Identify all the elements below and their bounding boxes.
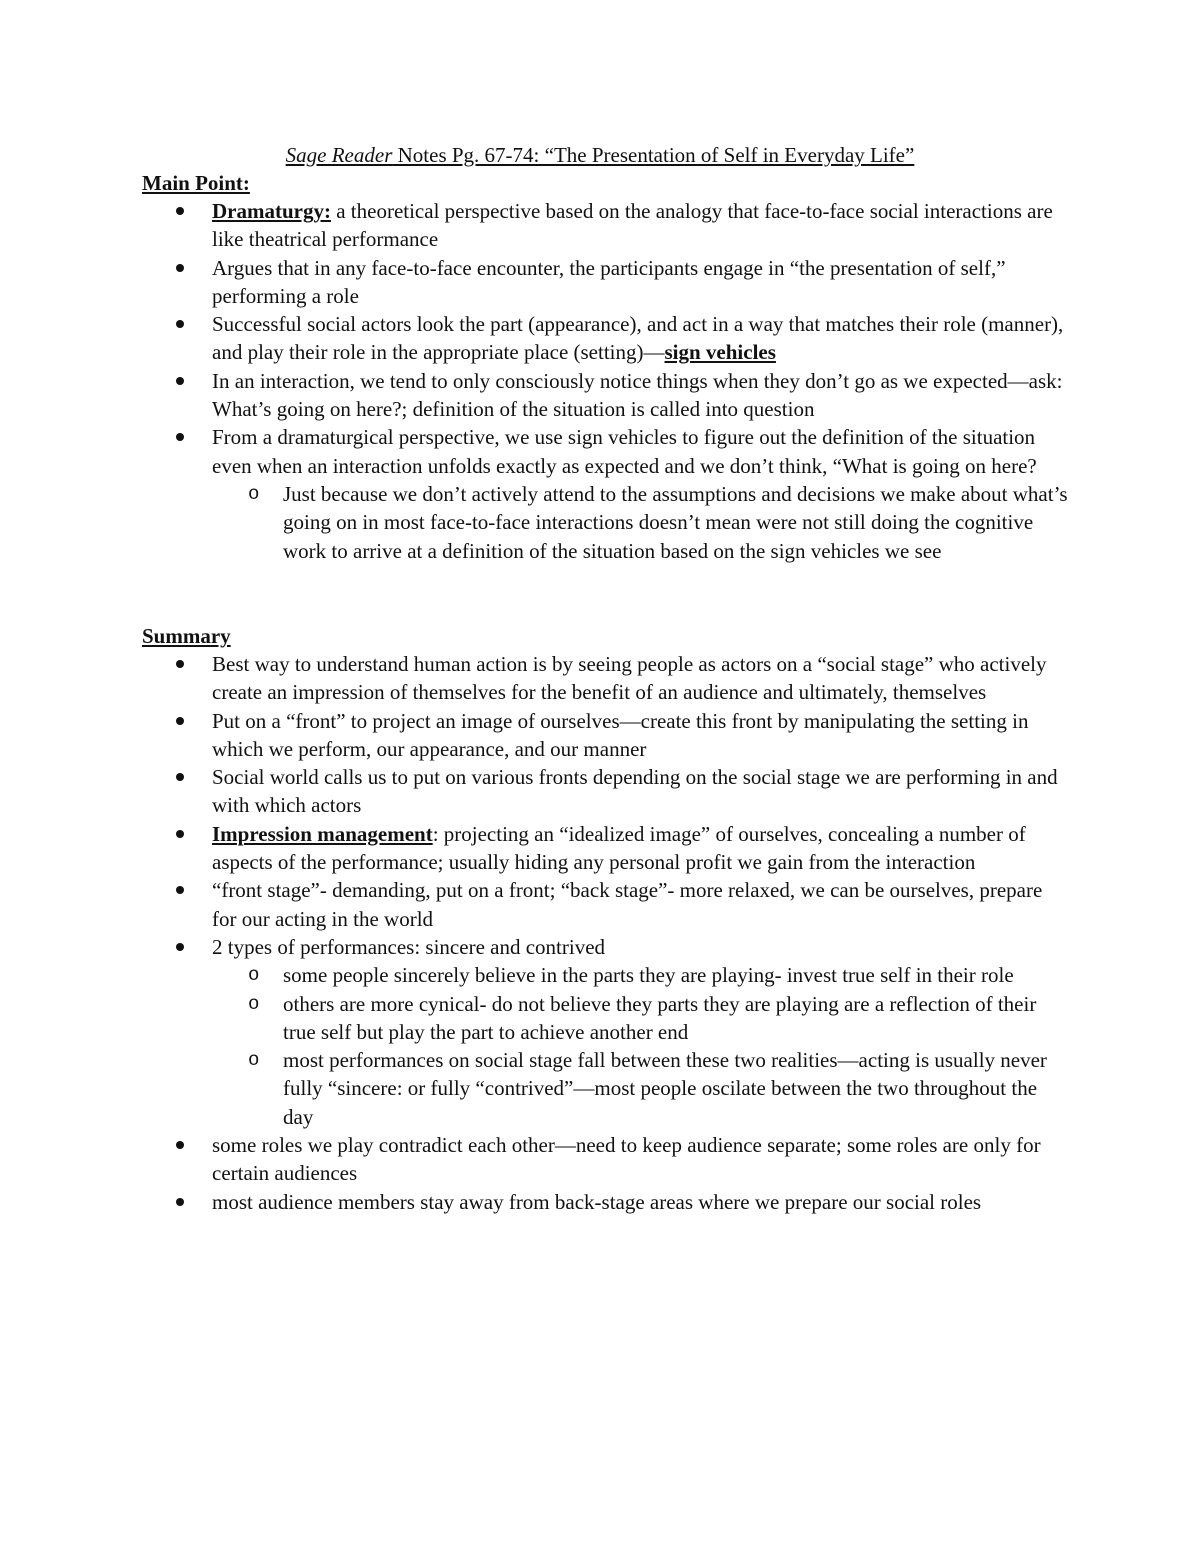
- list-item: [0, 763, 1200, 820]
- sub-list: [212, 961, 1070, 1131]
- list-item-text: a theoretical perspective based on the analogy that face-to-face social interactions are like theatrical performance: [212, 199, 1053, 252]
- page-title: [0, 141, 1200, 169]
- list-item-text: Successful social actors look the part (appearance), and act in a way that matches their role (manner), and play their role in the appropriate place (setting)—: [212, 312, 1064, 365]
- list-item: [0, 254, 1200, 311]
- term-sign-vehicles: sign vehicles: [664, 340, 776, 365]
- list-item-text: Argues that in any face-to-face encounter, the participants engage in “the presentation of self,” performing a role: [212, 255, 1006, 308]
- list-item-text: Social world calls us to put on various fronts depending on the social stage we are performing in and with which actors: [212, 765, 1058, 818]
- sub-list-item: o most performances on social stage fall between these two realities—acting is usually never fully “sincere: or fully “contrived”—most people oscilate between the two throughout the day: [212, 1046, 1070, 1131]
- list-item: [0, 367, 1200, 424]
- sub-list-item: o some people sincerely believe in the parts they are playing- invest true self in their role: [212, 961, 1070, 989]
- list-item-text: some roles we play contradict each other—need to keep audience separate; some roles are only for certain audiences: [212, 1133, 1041, 1186]
- list-item: [0, 820, 1200, 877]
- list-item-text: most audience members stay away from back-stage areas where we prepare our social roles: [212, 1189, 982, 1214]
- summary-heading: Summary: [142, 624, 231, 648]
- list-item: [0, 423, 1200, 564]
- summary-list: [0, 650, 1200, 1216]
- list-item-text: Put on a “front” to project an image of ourselves—create this front by manipulating the setting in which we perform, our appearance, and our manner: [212, 708, 1029, 761]
- term-dramaturgy: Dramaturgy:: [212, 199, 331, 223]
- list-item-text: In an interaction, we tend to only consciously notice things when they don’t go as we expected—ask: What’s going on here?; definition of the situation is called into question: [212, 368, 1063, 422]
- list-item: [0, 1188, 1200, 1216]
- list-item: [0, 876, 1200, 933]
- sub-list-item: o others are more cynical- do not believe they parts they are playing are a reflection of their true self but play the part to achieve another end: [212, 990, 1070, 1047]
- term-impression-management: Impression management: [212, 821, 433, 846]
- list-item: [0, 197, 1200, 254]
- list-item-text: “front stage”- demanding, put on a front; “back stage”- more relaxed, we can be ourselves, prepare for our acting in the world: [212, 878, 1043, 931]
- list-item-text: Best way to understand human action is by seeing people as actors on a “social stage” who actively create an impression of themselves for the benefit of an audience and ultimately, themselves: [212, 652, 1047, 705]
- list-item: [0, 707, 1200, 764]
- list-item-text: From a dramaturgical perspective, we use sign vehicles to figure out the definition of the situation even when an interaction unfolds exactly as expected and we don’t think, “What is going on here?: [212, 425, 1037, 478]
- list-item-text: : projecting an “idealized image” of ourselves, concealing a number of aspects of the performance; usually hiding any personal profit we gain from the interaction: [212, 821, 1026, 875]
- list-item: [0, 310, 1200, 367]
- main-point-heading: Main Point:: [142, 171, 250, 195]
- sub-list: [212, 480, 1070, 565]
- title-source: Sage Reader: [285, 143, 393, 167]
- sub-list-item: o Just because we don’t actively attend to the assumptions and decisions we make about what’s going on in most face-to-face interactions doesn’t mean were not still doing the cognitive work to arrive at a definition of the situation based on the sign vehicles we see: [212, 480, 1070, 565]
- list-item: [0, 933, 1200, 1131]
- title-rest: Notes Pg. 67-74: “The Presentation of Self in Everyday Life”: [392, 143, 915, 167]
- list-item: [0, 1131, 1200, 1188]
- list-item: [0, 650, 1200, 707]
- main-point-list: [0, 197, 1200, 565]
- list-item-text: 2 types of performances: sincere and contrived: [212, 934, 606, 959]
